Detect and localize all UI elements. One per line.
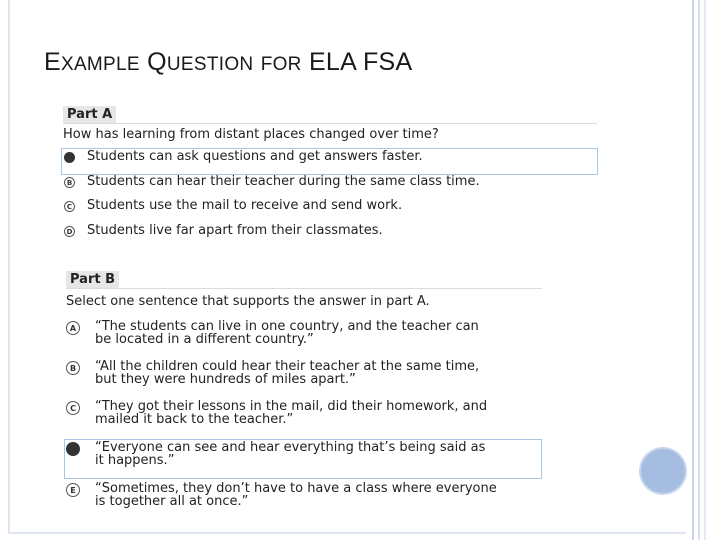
part-b-option-a[interactable] — [66, 320, 479, 346]
option-text: “Sometimes, they don’t have to have a class where everyone is together all at once.” — [95, 481, 497, 509]
part-b-header — [66, 268, 542, 309]
radio-b-icon[interactable]: B — [64, 177, 75, 188]
radio-e-icon[interactable]: E — [66, 483, 80, 497]
radio-d-icon[interactable]: D — [64, 226, 75, 237]
part-a-option-a[interactable] — [64, 150, 423, 163]
option-text: “All the children could hear their teacher at the same time, but they were hundreds of miles apart.” — [95, 359, 480, 387]
slide-title: EXAMPLE QUESTION FOR ELA FSA — [44, 48, 413, 76]
part-a-question: How has learning from distant places changed over time? — [63, 127, 439, 142]
part-b-option-c[interactable] — [66, 400, 487, 426]
option-text: “The students can live in one country, and the teacher can be located in a different country.” — [95, 319, 479, 347]
radio-selected-icon[interactable] — [66, 442, 80, 456]
part-a-option-c[interactable] — [64, 199, 402, 212]
radio-a-icon[interactable]: A — [66, 321, 80, 335]
radio-c-icon[interactable]: C — [64, 201, 75, 212]
decorative-circle — [641, 449, 685, 493]
decorative-rule — [692, 0, 694, 540]
option-text: Students use the mail to receive and send work. — [87, 198, 403, 213]
divider — [63, 123, 597, 124]
option-text: Students can ask questions and get answers faster. — [87, 149, 423, 164]
radio-b-icon[interactable]: B — [66, 361, 80, 375]
decorative-rule — [704, 0, 706, 540]
part-a-label: Part A — [63, 106, 116, 123]
decorative-rule — [698, 0, 700, 540]
part-b-option-e[interactable] — [66, 482, 497, 508]
option-text: “Everyone can see and hear everything that’s being said as it happens.” — [95, 440, 486, 468]
divider — [66, 288, 542, 289]
part-b-option-b[interactable] — [66, 360, 479, 386]
radio-c-icon[interactable]: C — [66, 401, 80, 415]
option-text: Students can hear their teacher during the same class time. — [87, 174, 480, 189]
part-b-question: Select one sentence that supports the answer in part A. — [66, 294, 430, 309]
part-b-label: Part B — [66, 271, 119, 288]
part-a-header — [63, 103, 597, 142]
part-a-option-d[interactable] — [64, 224, 383, 237]
option-text: Students live far apart from their classmates. — [87, 223, 383, 238]
radio-selected-icon[interactable] — [64, 152, 75, 163]
option-text: “They got their lessons in the mail, did their homework, and mailed it back to the teacher.” — [95, 399, 488, 427]
part-b-option-d[interactable] — [66, 441, 485, 467]
part-a-option-b[interactable] — [64, 175, 480, 188]
